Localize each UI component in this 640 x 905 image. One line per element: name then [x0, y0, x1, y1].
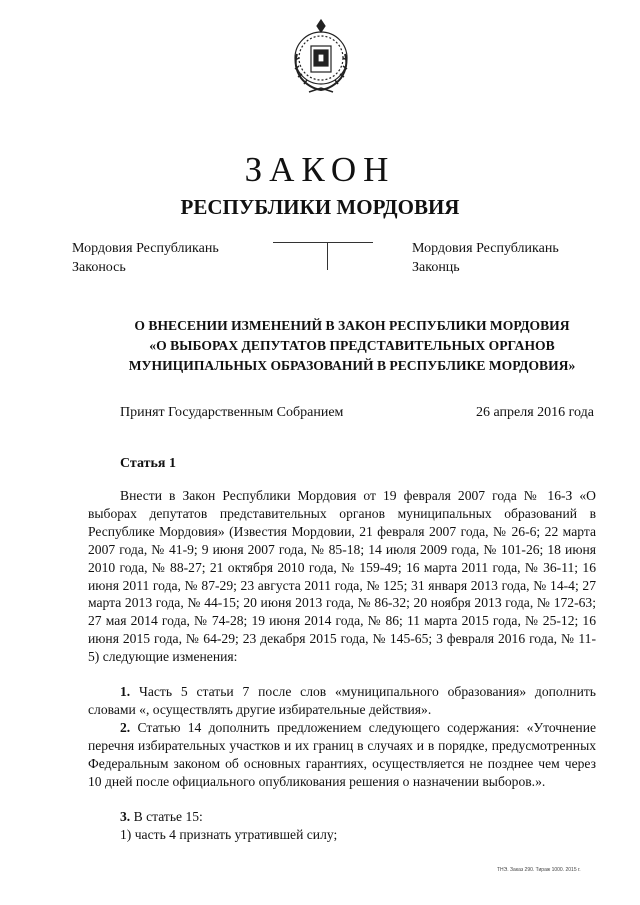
right-header-line1: Мордовия Республикань — [412, 241, 559, 256]
law-title-line2: «О ВЫБОРАХ ДЕПУТАТОВ ПРЕДСТАВИТЕЛЬНЫХ ОРГАНОВ — [149, 338, 555, 353]
item-2-text: Статью 14 дополнить предложением следующего содержания: «Уточнение перечня избирательных участков и их границ в случаях и в порядке, предусмотренных Федеральным законом об основных гарантиях, осуществляется не позднее чем через 10 дней после официального опубликования решения о назначении выборов.». — [88, 720, 597, 789]
adoption-text: Принят Государственным Собранием — [120, 405, 344, 420]
right-header-line2: Законць — [412, 260, 460, 275]
law-title-line1: О ВНЕСЕНИИ ИЗМЕНЕНИЙ В ЗАКОН РЕСПУБЛИКИ МОРДОВИЯ — [134, 318, 570, 333]
intro-paragraph: Внести в Закон Республики Мордовия от 19 февраля 2007 года № 16-З «О выборах депутатов представительных органов муниципальных образований в Республике Мордовия» (Известия Мордовии, 21 февраля 2007 года, № 26-6; 22 марта 2007 года, № 41-9; 9 июня 2007 года, № 85-18; 14 июля 2009 года, № 101-26; 18 июня 2010 года, № 88-27; 21 октября 2010 года, № 159-49; 16 марта 2011 года, № 36-11; 16 июня 2011 года, № 87-29; 23 августа 2011 года, № 125; 31 января 2013 года, № 14-4; 27 марта 2013 года, № 44-15; 20 июня 2013 года, № 86-32; 20 ноября 2013 года, № 172-63; 27 мая 2014 года, № 74-28; 19 июня 2014 года, № 86; 11 марта 2015 года, № 25-12; 16 июня 2015 года, № 64-29; 23 декабря 2015 года, № 145-65; 3 февраля 2016 года, № 11-5) следующие изменения: — [88, 488, 596, 665]
left-header-line1: Мордовия Республикань — [72, 241, 219, 256]
item-3-subitem-1: 1) часть 4 признать утратившей силу; — [120, 827, 338, 842]
item-1-number: 1. — [120, 684, 131, 699]
header-divider-horizontal — [273, 242, 373, 243]
print-footer: ТНЭ. Заказ 290. Тираж 1000. 2015 г. — [497, 867, 581, 873]
republic-name: РЕСПУБЛИКИ МОРДОВИЯ — [180, 195, 460, 219]
article-heading: Статья 1 — [120, 456, 176, 471]
header-divider-vertical — [327, 243, 328, 270]
item-3-number: 3. — [120, 809, 131, 824]
left-header-line2: Законось — [72, 260, 126, 275]
law-title-line3: МУНИЦИПАЛЬНЫХ ОБРАЗОВАНИЙ В РЕСПУБЛИКЕ МОРДОВИЯ» — [128, 358, 576, 373]
item-1-text: Часть 5 статьи 7 после слов «муниципального образования» дополнить словами «, осуществлять другие избирательные действия». — [88, 684, 596, 717]
amendment-item-1 — [88, 683, 596, 719]
amendment-item-3 — [88, 808, 596, 826]
amendment-item-2 — [88, 719, 596, 791]
adoption-date: 26 апреля 2016 года — [476, 405, 594, 420]
item-2-number: 2. — [120, 720, 131, 735]
document-title: ЗАКОН — [244, 150, 396, 189]
coat-of-arms-emblem — [287, 14, 355, 96]
item-3-text: В статье 15: — [133, 809, 203, 824]
law-title — [120, 316, 584, 376]
